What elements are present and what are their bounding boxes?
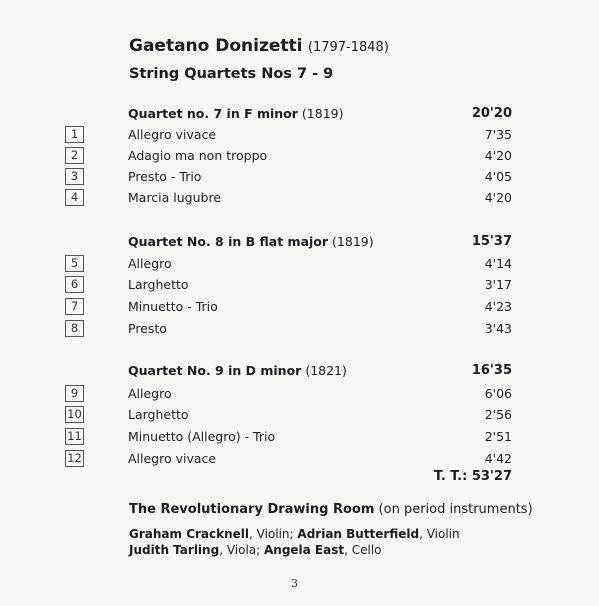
track-time: 6'06: [484, 386, 512, 401]
track-row[interactable]: [0, 255, 599, 275]
track-row[interactable]: [0, 276, 599, 296]
performers-line: [129, 543, 382, 557]
track-number-box: 1: [65, 126, 84, 143]
quartet-year: (1821): [305, 363, 347, 378]
track-title: Marcia lugubre: [128, 190, 222, 205]
track-number-box: 2: [65, 147, 84, 164]
total-time: T. T.: 53'27: [433, 469, 512, 484]
quartet-total-time: 16'35: [471, 363, 512, 378]
quartet-total-time: 20'20: [471, 106, 512, 121]
track-row[interactable]: [0, 450, 599, 470]
track-title: Presto: [128, 321, 167, 336]
track-title: Minuetto (Allegro) - Trio: [128, 429, 276, 444]
quartet-year: (1819): [332, 234, 374, 249]
track-number-box: 10: [65, 406, 84, 423]
ensemble-name: The Revolutionary Drawing Room: [129, 502, 375, 517]
track-title: Minuetto - Trio: [128, 299, 218, 314]
composer-heading: [129, 36, 389, 56]
track-title: Presto - Trio: [128, 169, 202, 184]
track-number-box: 6: [65, 276, 84, 293]
performer-name: Adrian Butterfield: [297, 527, 420, 541]
track-number-box: 7: [65, 298, 84, 315]
track-number-box: 9: [65, 385, 84, 402]
ensemble-note: (on period instruments): [378, 502, 533, 517]
track-time: 4'23: [484, 299, 512, 314]
track-number-box: 11: [65, 428, 84, 445]
track-time: 4'14: [484, 256, 512, 271]
track-row[interactable]: [0, 428, 599, 448]
track-row[interactable]: [0, 298, 599, 318]
track-number-box: 5: [65, 255, 84, 272]
performers-line: [129, 527, 460, 541]
track-time: 4'42: [484, 451, 512, 466]
track-title: Allegro: [128, 386, 172, 401]
quartet-title: Quartet no. 7 in F minor: [128, 106, 298, 121]
quartet-title: Quartet No. 9 in D minor: [128, 363, 302, 378]
quartet-year: (1819): [301, 106, 344, 121]
quartet-heading: [128, 106, 344, 121]
track-number-box: 4: [65, 189, 84, 206]
track-time: 2'51: [484, 429, 512, 444]
performer-role: , Viola;: [219, 543, 264, 557]
performer-role: , Violin: [419, 527, 460, 541]
track-time: 3'17: [484, 277, 512, 292]
page-number: 3: [291, 577, 298, 590]
composer-name: Gaetano Donizetti: [129, 36, 303, 56]
track-number-box: 12: [65, 450, 84, 467]
performer-role: , Cello: [344, 543, 382, 557]
quartet-title: Quartet No. 8 in B flat major: [128, 234, 329, 249]
track-time: 4'20: [484, 148, 512, 163]
track-title: Allegro vivace: [128, 451, 217, 466]
album-subtitle: String Quartets Nos 7 - 9: [129, 66, 334, 82]
track-time: 7'35: [484, 127, 512, 142]
track-row[interactable]: [0, 168, 599, 188]
performer-name: Graham Cracknell: [129, 527, 250, 541]
track-time: 4'05: [484, 169, 512, 184]
quartet-total-time: 15'37: [471, 234, 512, 249]
track-row[interactable]: [0, 385, 599, 405]
track-row[interactable]: [0, 126, 599, 146]
quartet-heading: [128, 234, 374, 249]
performer-role: , Violin;: [249, 527, 298, 541]
track-time: 2'56: [484, 407, 512, 422]
track-number-box: 8: [65, 320, 84, 337]
track-title: Larghetto: [128, 277, 189, 292]
track-title: Larghetto: [128, 407, 189, 422]
composer-dates: (1797-1848): [307, 40, 389, 55]
ensemble-line: [129, 502, 533, 517]
quartet-heading: [128, 363, 347, 378]
track-title: Adagio ma non troppo: [128, 148, 268, 163]
track-number-box: 3: [65, 168, 84, 185]
track-row[interactable]: [0, 406, 599, 426]
track-title: Allegro: [128, 256, 172, 271]
performer-name: Judith Tarling: [129, 543, 220, 557]
performer-name: Angela East: [263, 543, 345, 557]
track-title: Allegro vivace: [128, 127, 217, 142]
track-row[interactable]: [0, 147, 599, 167]
track-time: 4'20: [484, 190, 512, 205]
track-time: 3'43: [484, 321, 512, 336]
track-row[interactable]: [0, 189, 599, 209]
track-row[interactable]: [0, 320, 599, 340]
